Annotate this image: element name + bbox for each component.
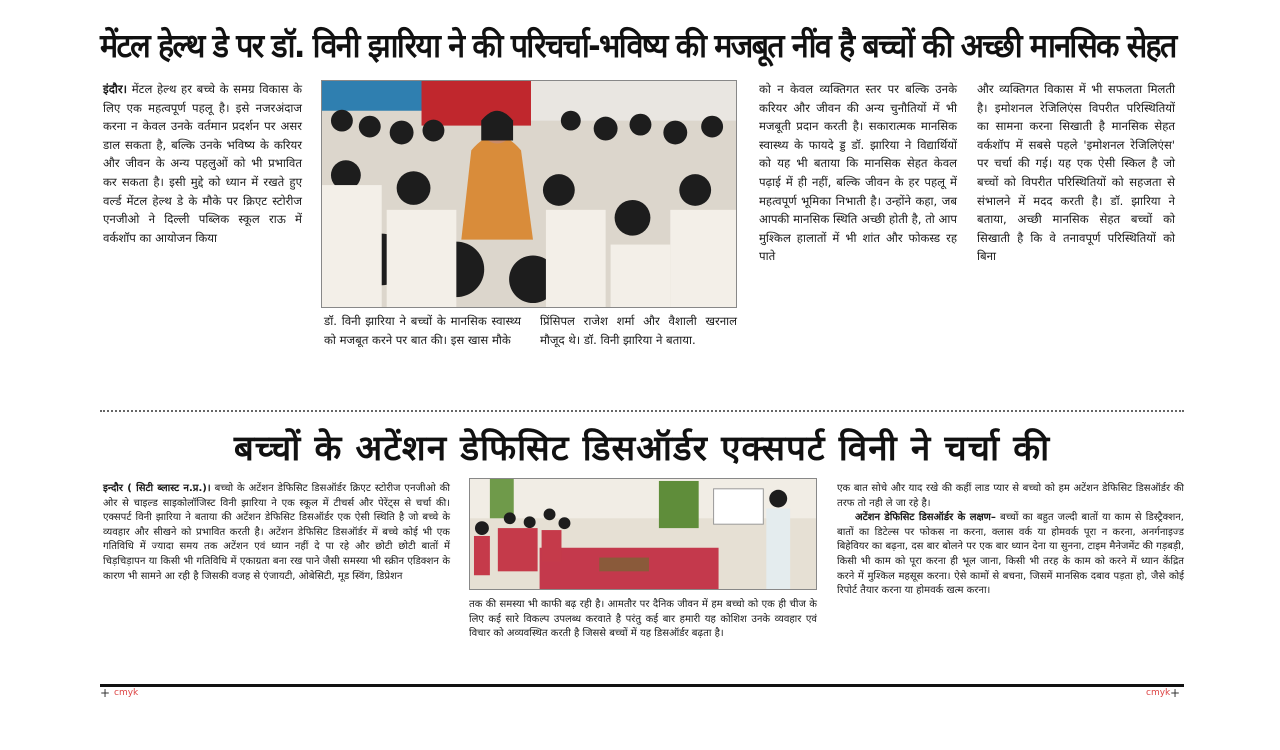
story2-headline: बच्चों के अटेंशन डेफिसिट डिसऑर्डर एक्सपर्ट विनी ने चर्चा की: [233, 429, 1051, 469]
story2-column-3: [837, 482, 1184, 672]
story1-photo-students: [321, 80, 737, 308]
story2-col3-intro: एक बात सोचे और याद रखे की कहीं लाड प्यार से बच्चो को हम अटेंशन डेफिसिट डिसऑर्डर की तरफ तो नही ले जा रहे है।: [837, 483, 1184, 509]
story2-col3-body: बच्चों का बहुत जल्दी बातों या काम से डिस्ट्रैक्शन, बातों का डिटेल्स पर फोकस ना करना, क्लास वर्क या होमवर्क पूरा न करना, अनर्गनाइज्ड बिहेवियर का बढ़ना, दस बार बोलने पर एक बार ध्यान देना या सुनना, टाइम मैनेजमेंट की गड़बड़ी, किसी भी काम को पूरा करना ही भूल जाना, किसी भी तरह के काम को करने में ध्यान केंद्रित करने में मुश्किल महसूस करना। ऐसे कामों से बचना, जिसमें मानसिक दबाव पड़ता हो, जैसे कोई रिपोर्ट तैयार करना या होमवर्क खत्म करना।: [837, 512, 1184, 597]
story1-col4-text: को न केवल व्यक्तिगत स्तर पर बल्कि उनके करियर और जीवन की अन्य चुनौतियों में भी मजबूती प्रदान करती है। सकारात्मक मानसिक स्वास्थ्य के फायदे ड्ड डॉ. झारिया ने विद्यार्थियों को यह भी बताया कि मानसिक सेहत केवल पढ़ाई में ही नहीं, बल्कि जीवन के हर पहलू में महत्वपूर्ण भूमिका निभाती है। उन्होंने कहा, जब आपकी मानसिक स्थिति अच्छी होती है, तो आप मुश्किल हालातों में भी शांत और फोकस्ड रह पाते: [759, 82, 957, 264]
story1-column-5: [977, 80, 1175, 380]
story2-symptoms-subhead: अटेंशन डेफिसिट डिसऑर्डर के लक्षण–: [855, 512, 996, 524]
story1-column-1: [103, 80, 302, 380]
story1-col3-text: प्रिंसिपल राजेश शर्मा और वैशाली खरनाल मौजूद थे। डॉ. विनी झारिया ने बताया.: [540, 314, 737, 347]
workshop-hall-image: [470, 479, 816, 589]
story1-column-3: [540, 312, 737, 382]
story1-col2-text: डॉ. विनी झारिया ने बच्चों के मानसिक स्वास्थ्य को मजबूत करने पर बात की। इस खास मौके: [324, 314, 521, 347]
registration-mark-left-icon: +: [100, 686, 111, 700]
page-bottom-rule: [100, 684, 1184, 687]
story2-col1-text: बच्चो के अटेंशन डेफिसिट डिसऑर्डर क्रिएट स्टोरीज एनजीओ की ओर से चाइल्ड साइकोलॉजिस्ट विनी झारिया ने एक स्कूल में टीचर्स और पेरेंट्स से चर्चा की। एक्सपर्ट विनी झारिया ने बताया की अटेंशन डेफिसिट डिसऑर्डर एक ऐसी स्थिति है जो बच्चे के व्यवहार और सीखने को प्रभावित करती है। अटेंशन डेफिसिट डिसऑर्डर में बच्चे कोई भी एक गतिविधि में ज्यादा समय तक अटेंशन एवं ध्यान नहीं दे पा रहे और छोटी छोटी बातों में चिड़चिड़ापन या किसी भी गतिविधि में एकाग्रता बना रख पाने जैसी समस्या भी स्क्रीन एडिक्शन के कारण भी सामने आ रही है जिसकी वजह से एंजायटी, ओबेसिटी, मूड स्विंग, डिप्रेशन: [103, 483, 450, 582]
story2-column-2: [469, 598, 817, 674]
registration-label-right: cmyk: [1146, 688, 1171, 698]
story1-column-4: [759, 80, 957, 380]
story2-dateline: इन्दौर ( सिटी ब्लास्ट न.प्र.)।: [103, 483, 211, 494]
students-classroom-image: [322, 81, 736, 307]
story1-col1-text: मेंटल हेल्थ हर बच्चे के समग्र विकास के लिए एक महत्वपूर्ण पहलू है। इसे नजरअंदाज करना न केवल उनके वर्तमान प्रदर्शन पर असर डाल सकता है, बल्कि उनके भविष्य के करियर और जीवन के अन्य पहलुओं को भी प्रभावित कर सकता है। इसी मुद्दे को ध्यान में रखते हुए वर्ल्ड मेंटल हेल्थ डे के मौके पर क्रिएट स्टोरीज एनजीओ ने दिल्ली पब्लिक स्कूल राऊ में वर्कशॉप का आयोजन किया: [103, 82, 303, 245]
story2-col2-text: तक की समस्या भी काफी बढ़ रही है। आमतौर पर दैनिक जीवन में हम बच्चो को एक ही चीज के लिए कई सारे विकल्प उपलब्ध करवाते है परंतु कई बार हमारी यह कोशिश उनके व्यवहार एवं विचार को अव्यवस्थित करती है जिससे बच्चों में यह डिसऑर्डर बढ़ता है।: [469, 599, 817, 640]
story1-headline: मेंटल हेल्थ डे पर डॉ. विनी झारिया ने की परिचर्चा-भविष्य की मजबूत नींव है बच्चों की अच्छी मानसिक सेहत: [100, 26, 1176, 65]
story2-column-1: [103, 482, 450, 672]
story1-col5-text: और व्यक्तिगत विकास में भी सफलता मिलती है। इमोशनल रेजिलिएंस विपरीत परिस्थितियों का सामना करना सिखाती है मानसिक सेहत वर्कशॉप में सबसे पहले 'इमोशनल रेजिलिएंस' पर चर्चा की गई। यह एक ऐसी स्किल है जो बच्चों को विपरीत परिस्थितियों को सहजता से संभालने में मदद करती है। डॉ. झारिया ने बताया, अच्छी मानसिक सेहत बच्चों को सिखाती है कि वे तनावपूर्ण परिस्थितियों को बिना: [977, 82, 1175, 264]
story2-photo-workshop: [469, 478, 817, 590]
story1-dateline: इंदौर।: [103, 82, 127, 96]
registration-label-left: cmyk: [114, 688, 139, 698]
section-divider: [100, 410, 1184, 412]
story1-column-2: [324, 312, 521, 382]
registration-mark-right-icon: +: [1170, 686, 1181, 700]
